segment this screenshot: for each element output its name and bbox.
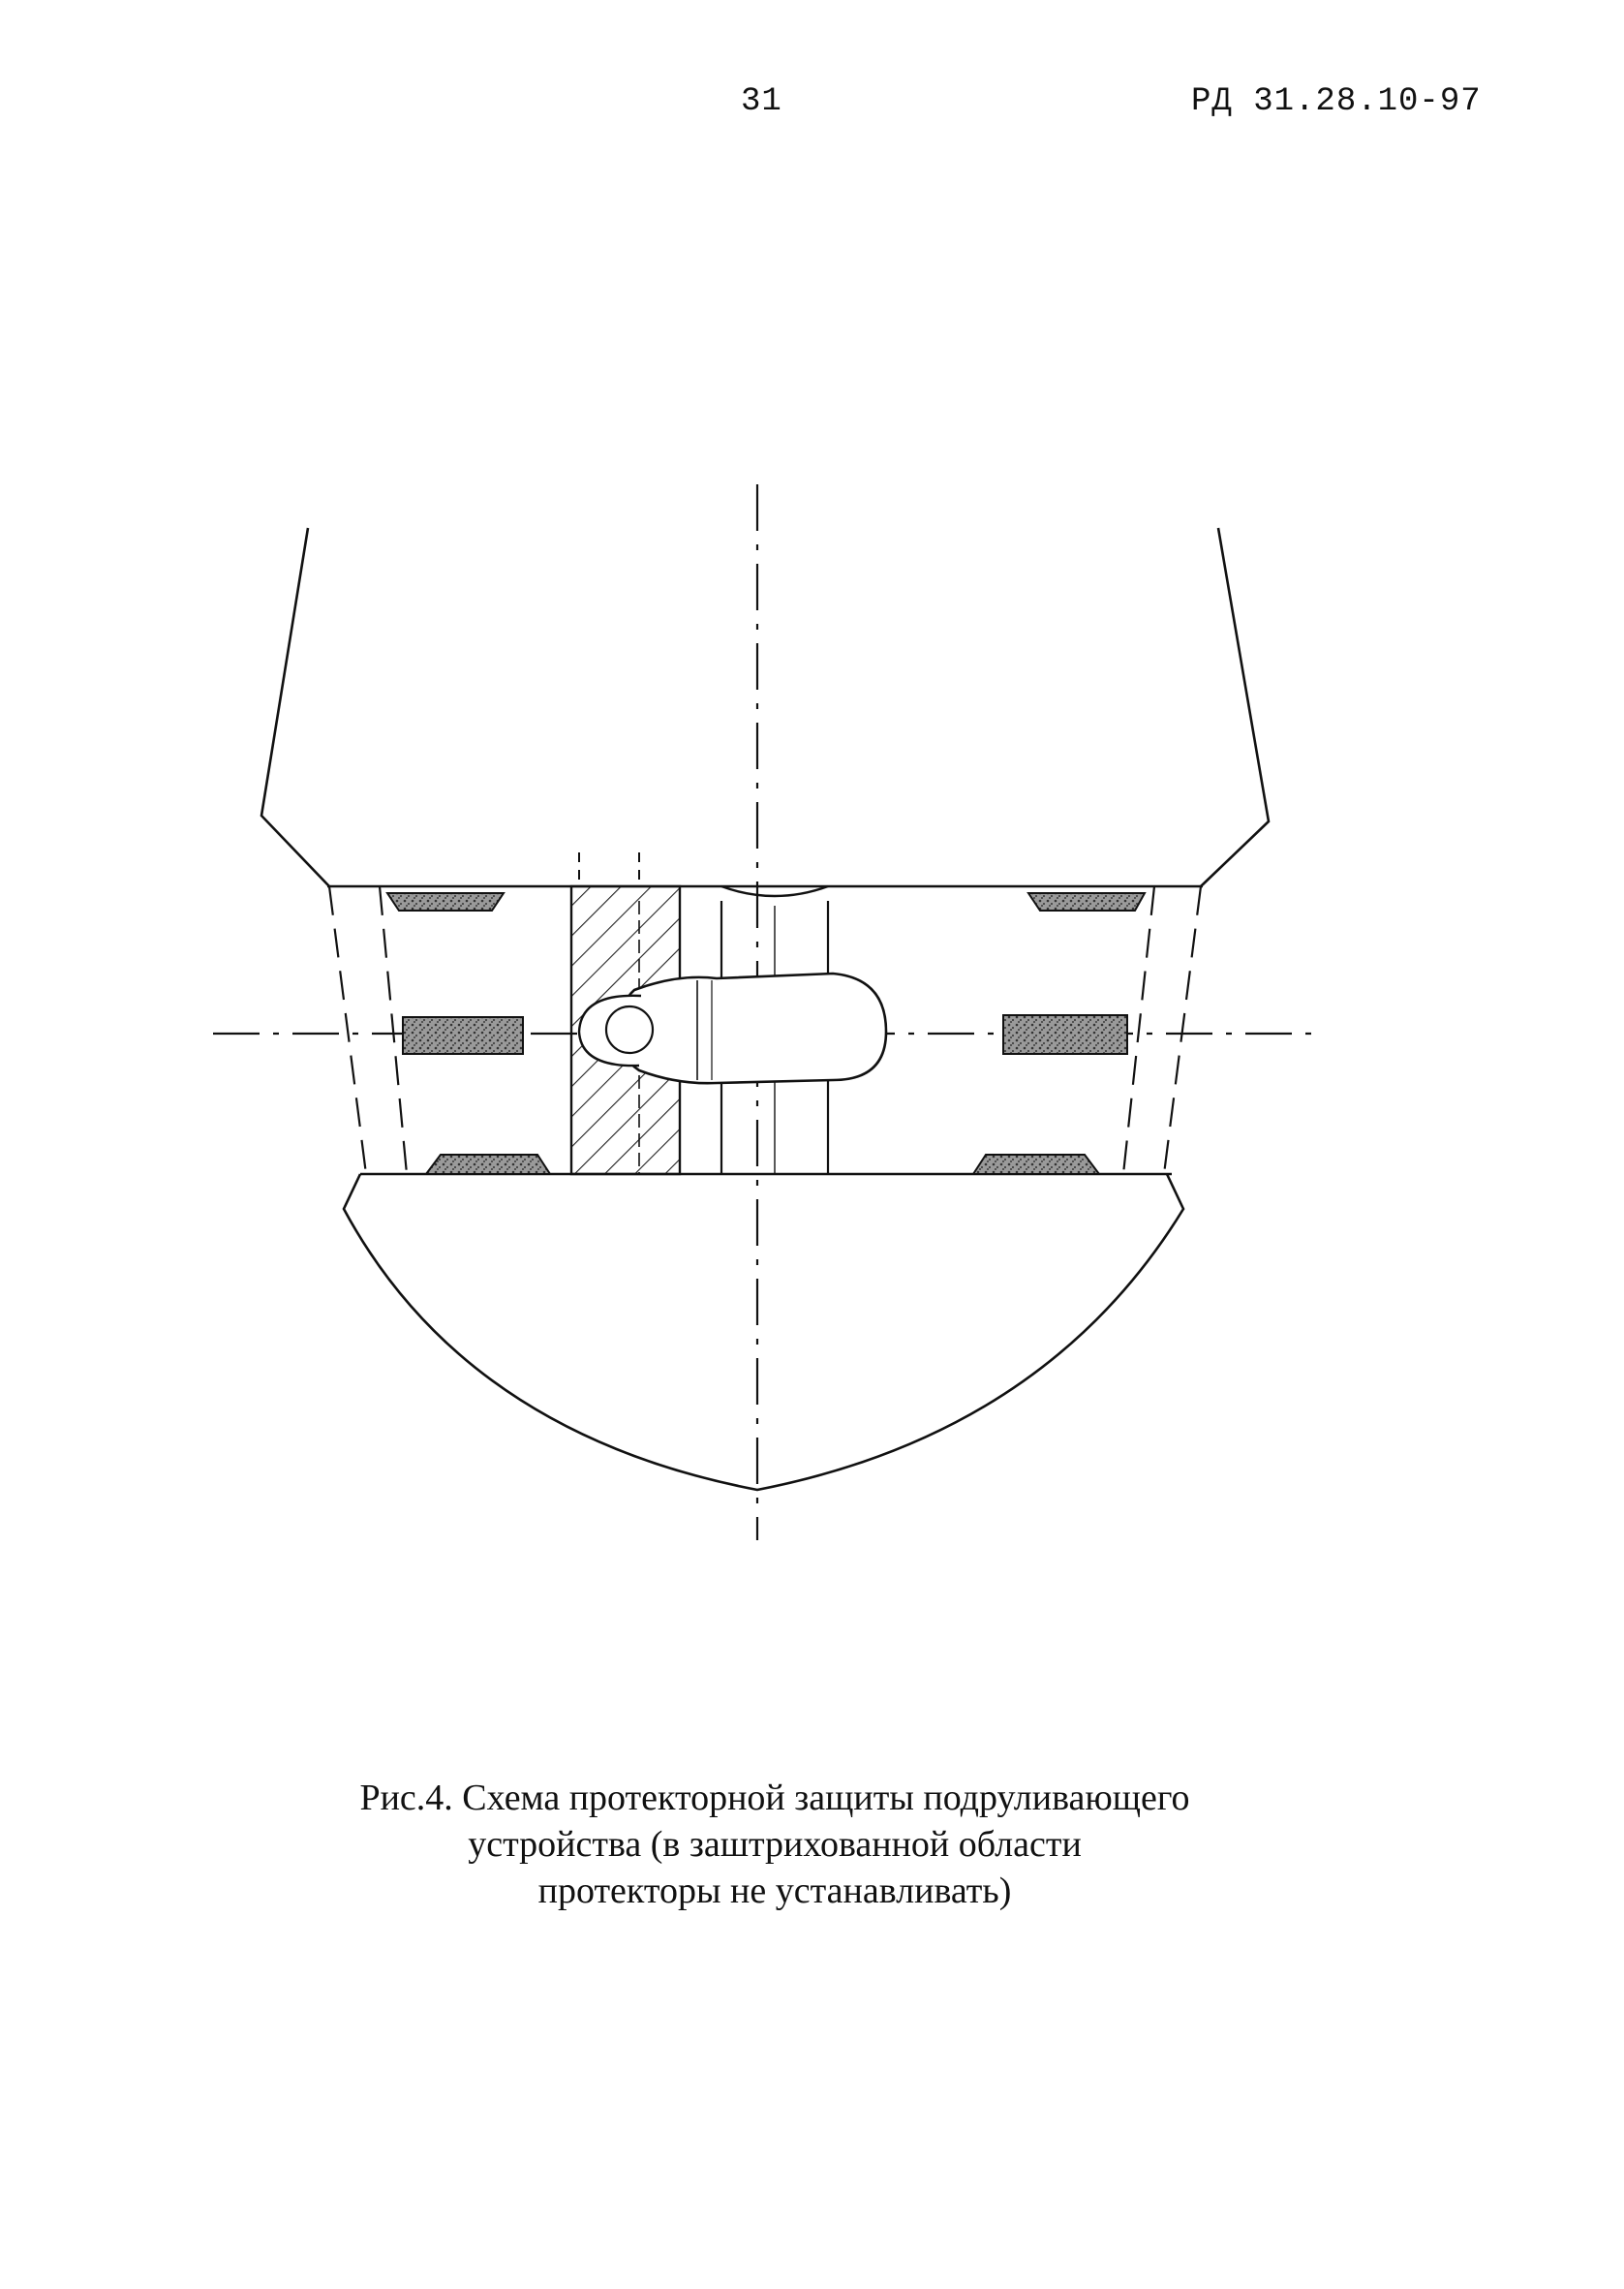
caption-line-1: Рис.4. Схема протекторной защиты подруливающего bbox=[359, 1778, 1190, 1818]
thruster-housing-top bbox=[721, 886, 828, 896]
protector-lower-left bbox=[426, 1155, 550, 1174]
protector-upper-left bbox=[387, 893, 504, 911]
caption-line-2: устройства (в заштрихованной области bbox=[468, 1824, 1082, 1865]
protector-middle-right bbox=[1003, 1015, 1127, 1054]
tunnel-right-dashed-outer bbox=[1164, 886, 1201, 1174]
page-number: 31 bbox=[741, 83, 782, 120]
caption-line-3: протекторы не устанавливать) bbox=[537, 1871, 1012, 1911]
hull-outline-right bbox=[1201, 528, 1269, 886]
keel-bottom-arc bbox=[344, 1174, 1183, 1490]
propeller-hub bbox=[620, 974, 886, 1083]
figure-caption bbox=[232, 1775, 1317, 1914]
protector-upper-right bbox=[1028, 893, 1145, 911]
tunnel-left-dashed-outer bbox=[329, 886, 366, 1174]
document-code: РД 31.28.10-97 bbox=[1191, 83, 1482, 120]
hatched-zone-dashed-top bbox=[579, 852, 639, 886]
hull-outline-left bbox=[261, 528, 329, 886]
protector-middle-left bbox=[403, 1017, 523, 1054]
protector-lower-right bbox=[973, 1155, 1099, 1174]
